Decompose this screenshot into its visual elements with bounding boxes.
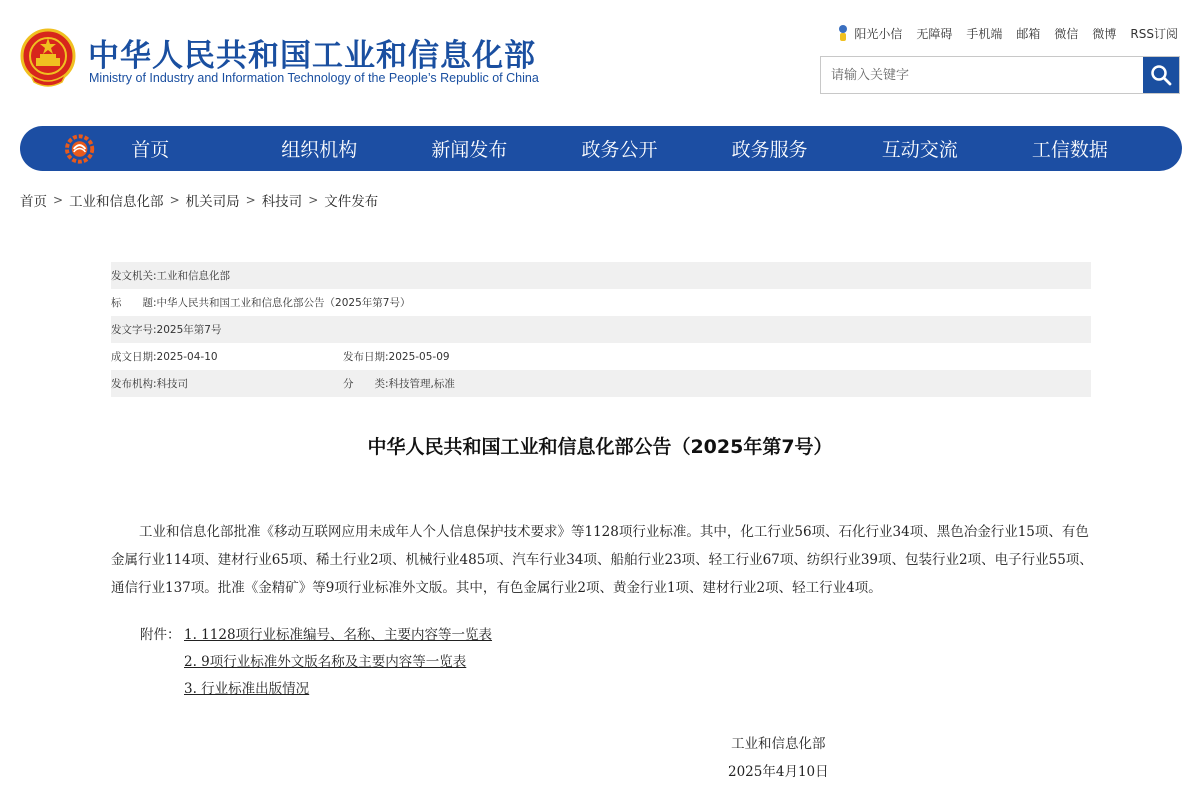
meta-row-title bbox=[111, 289, 1091, 316]
meta-category-value: 科技管理,标准 bbox=[388, 378, 455, 390]
nav-item-gov-info[interactable]: 政务公开 bbox=[581, 139, 658, 161]
search-icon bbox=[1150, 64, 1172, 86]
breadcrumb bbox=[20, 190, 378, 210]
site-header bbox=[0, 0, 1200, 120]
breadcrumb-separator-icon: > bbox=[308, 193, 319, 207]
search-box bbox=[820, 56, 1180, 94]
meta-doc-no-value: 2025年第7号 bbox=[156, 324, 222, 336]
document-meta-table bbox=[111, 262, 1091, 397]
signature bbox=[728, 730, 829, 786]
top-link-weibo[interactable]: 微博 bbox=[1092, 26, 1117, 41]
attachment-row bbox=[140, 676, 492, 703]
top-link-label: 阳光小信 bbox=[854, 26, 903, 41]
meta-title-value: 中华人民共和国工业和信息化部公告（2025年第7号） bbox=[156, 297, 411, 309]
meta-cell-category bbox=[343, 376, 455, 391]
breadcrumb-home[interactable]: 首页 bbox=[20, 194, 47, 210]
sunshine-mascot-icon bbox=[836, 24, 850, 42]
nav-item-organization[interactable]: 组织机构 bbox=[281, 139, 358, 161]
article-body: 工业和信息化部批准《移动互联网应用未成年人个人信息保护技术要求》等1128项行业标准。其中，化工行业56项、石化行业34项、黑色冶金行业15项、有色金属行业114项、建材行业65项、稀土行业2项、机械行业485项、汽车行业34项、船舶行业23项、轻工行业67项、纺织行业39项、包装行业2项、电子行业55项、通信行业137项。批准《金精矿》等9项行业标准外文版。其中，有色金属行业2项、黄金行业1项、建材行业2项、轻工行业4项。 bbox=[111, 524, 1093, 596]
top-links bbox=[836, 24, 1178, 42]
breadcrumb-separator-icon: > bbox=[245, 193, 256, 207]
nav-item-news[interactable]: 新闻发布 bbox=[431, 139, 508, 161]
nav-item-interaction[interactable]: 互动交流 bbox=[881, 139, 958, 161]
top-link-sunshine[interactable] bbox=[836, 24, 902, 42]
meta-published-value: 2025-05-09 bbox=[388, 350, 450, 363]
breadcrumb-departments[interactable]: 机关司局 bbox=[185, 194, 240, 210]
meta-org-value: 科技司 bbox=[156, 378, 189, 390]
breadcrumb-documents[interactable]: 文件发布 bbox=[324, 194, 379, 210]
top-link-accessibility[interactable]: 无障碍 bbox=[916, 26, 953, 41]
top-link-mobile[interactable]: 手机端 bbox=[966, 26, 1003, 41]
attachments-label: 附件： bbox=[140, 627, 181, 643]
top-link-mail[interactable]: 邮箱 bbox=[1016, 26, 1041, 41]
site-title-cn: 中华人民共和国工业和信息化部 bbox=[88, 38, 536, 74]
attachment-indent bbox=[140, 676, 184, 703]
attachment-link-1[interactable]: 1. 1128项行业标准编号、名称、主要内容等一览表 bbox=[184, 627, 493, 643]
attachment-indent bbox=[140, 649, 184, 676]
meta-cell-written bbox=[111, 349, 343, 364]
gear-logo-icon[interactable] bbox=[64, 133, 95, 165]
meta-label: 成文日期: bbox=[111, 351, 157, 363]
site-title-en: Ministry of Industry and Information Technology of the People’s Republic of China bbox=[89, 71, 539, 85]
meta-cell-org bbox=[111, 376, 343, 391]
main-nav bbox=[20, 126, 1182, 171]
top-link-wechat[interactable]: 微信 bbox=[1054, 26, 1079, 41]
attachment-row bbox=[140, 622, 492, 649]
breadcrumb-sci-tech[interactable]: 科技司 bbox=[261, 194, 303, 210]
article-title: 中华人民共和国工业和信息化部公告（2025年第7号） bbox=[367, 436, 833, 458]
signature-org: 工业和信息化部 bbox=[731, 736, 826, 752]
meta-row-org bbox=[111, 370, 1091, 397]
meta-issuer-value: 工业和信息化部 bbox=[156, 270, 231, 282]
attachment-row bbox=[140, 649, 492, 676]
meta-label: 发布日期: bbox=[343, 351, 389, 363]
breadcrumb-separator-icon: > bbox=[169, 193, 180, 207]
nav-item-home[interactable]: 首页 bbox=[131, 139, 170, 161]
meta-row-issuer bbox=[111, 262, 1091, 289]
meta-row-doc-no bbox=[111, 316, 1091, 343]
meta-written-value: 2025-04-10 bbox=[156, 350, 218, 363]
meta-label: 发文字号: bbox=[111, 324, 157, 336]
attachment-link-3[interactable]: 3. 行业标准出版情况 bbox=[184, 681, 310, 697]
search-button[interactable] bbox=[1143, 57, 1179, 93]
signature-date: 2025年4月10日 bbox=[728, 764, 829, 780]
national-emblem-icon[interactable] bbox=[20, 28, 76, 88]
search-input[interactable] bbox=[821, 57, 1143, 93]
attachment-link-2[interactable]: 2. 9项行业标准外文版名称及主要内容等一览表 bbox=[184, 654, 467, 670]
meta-label: 标 题: bbox=[111, 297, 157, 309]
breadcrumb-ministry[interactable]: 工业和信息化部 bbox=[69, 194, 164, 210]
meta-label: 分 类: bbox=[343, 378, 389, 390]
meta-row-dates bbox=[111, 343, 1091, 370]
nav-item-gov-services[interactable]: 政务服务 bbox=[731, 139, 808, 161]
breadcrumb-separator-icon: > bbox=[53, 193, 64, 207]
meta-label: 发文机关: bbox=[111, 270, 157, 282]
nav-item-data[interactable]: 工信数据 bbox=[1031, 139, 1108, 161]
meta-label: 发布机构: bbox=[111, 378, 157, 390]
meta-cell-published bbox=[343, 349, 450, 364]
attachments bbox=[140, 622, 492, 703]
top-link-rss[interactable]: RSS订阅 bbox=[1130, 26, 1178, 41]
